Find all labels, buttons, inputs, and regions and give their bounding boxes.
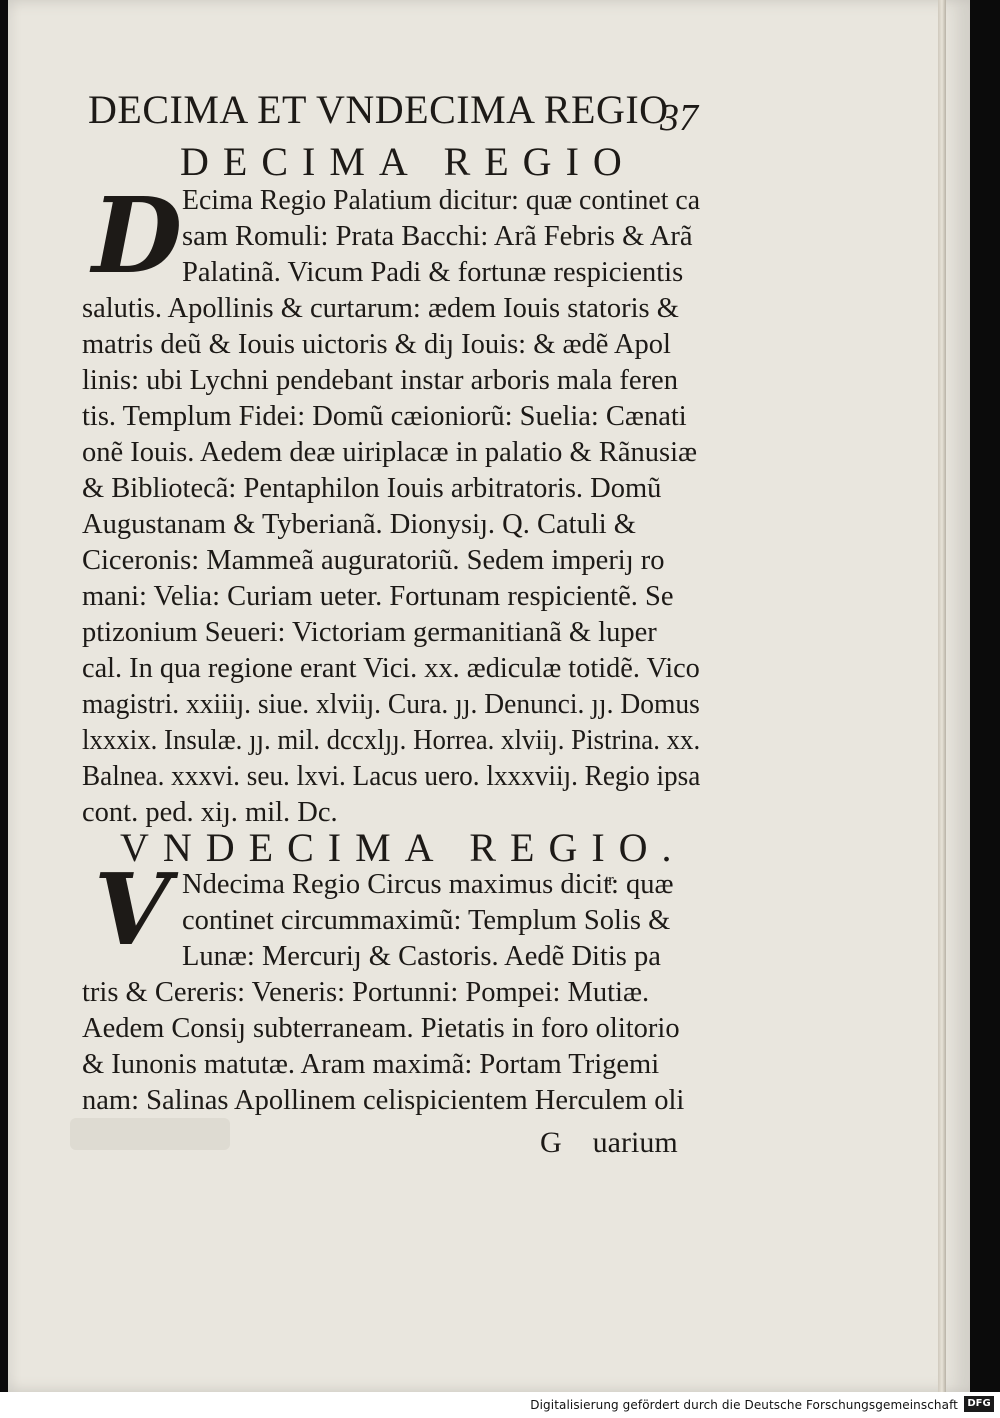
text-line: salutis. Apollinis & curtarum: ædem Iouis statoris & [82, 293, 679, 324]
decorated-initial: V [94, 853, 171, 968]
catchword: uarium [592, 1126, 678, 1159]
catchword-line [540, 1126, 678, 1160]
page-edge [938, 0, 946, 1392]
text-line: Aedem Consiȷ subterraneam. Pietatis in foro olitorio [82, 1013, 680, 1044]
text-line: Ecima Regio Palatium dicitur: quæ continet ca [182, 185, 701, 216]
text-line: ptizonium Seueri: Victoriam germanitianã & luper [82, 617, 657, 648]
digitization-credit: Digitalisierung gefördert durch die Deutsche Forschungsgemeinschaft [530, 1398, 958, 1412]
section-title-decima: DECIMA REGIO [180, 139, 636, 184]
text-line: lxxxix. Insulæ. ȷȷ. mil. dccxlȷȷ. Horrea. xlviiȷ. Pistrina. xx. [82, 725, 701, 756]
text-line: onẽ Iouis. Aedem deæ uiriplacæ in palatio & Rãnusiæ [82, 437, 698, 468]
signature-mark: G [540, 1126, 562, 1159]
text-line: tris & Cereris: Veneris: Portunni: Pompei: Mutiæ. [82, 977, 650, 1008]
text-line: Ciceronis: Mammeã auguratoriũ. Sedem imperiȷ ro [82, 545, 665, 576]
text-line: cal. In qua regione erant Vici. xx. ædiculæ totidẽ. Vico [82, 653, 700, 684]
text-line: & Bibliotecã: Pentaphilon Iouis arbitratoris. Domũ [82, 473, 662, 504]
text-line: nam: Salinas Apollinem celispicientem Herculem oli [82, 1085, 685, 1116]
text-line: & Iunonis matutæ. Aram maximã: Portam Trigemi [82, 1049, 660, 1080]
decorated-initial: D [92, 174, 183, 297]
section-title-undecima: VNDECIMA REGIO. [120, 825, 686, 870]
text-line: Augustanam & Tyberianã. Dionysiȷ. Q. Catuli & [82, 509, 636, 540]
text-line: Lunæ: Mercuriȷ & Castoris. Aedẽ Ditis pa [182, 941, 661, 972]
text-line: cont. ped. xiȷ. mil. Dc. [82, 797, 338, 828]
text-line: Balnea. xxxvi. seu. lxvi. Lacus uero. lxxxviiȷ. Regio ipsa [82, 761, 701, 792]
text-line: Ndecima Regio Circus maximus dicitͬ: quæ [182, 869, 674, 900]
text-line: Palatinã. Vicum Padi & fortunæ respicientis [182, 257, 684, 288]
text-line: continet circummaximũ: Templum Solis & [182, 905, 671, 936]
paper-stain [70, 1118, 230, 1150]
text-line: matris deũ & Iouis uictoris & diȷ Iouis: & ædẽ Apol [82, 329, 671, 360]
running-head: DECIMA ET VNDECIMA REGIO [88, 87, 669, 132]
text-line: tis. Templum Fidei: Domũ cæioniorũ: Suelia: Cænati [82, 401, 687, 432]
page-number: 37 [660, 97, 698, 139]
text-line: linis: ubi Lychni pendebant instar arboris mala feren [82, 365, 678, 396]
text-line: sam Romuli: Prata Bacchi: Arã Febris & Arã [182, 221, 693, 252]
dfg-logo: DFG [964, 1396, 994, 1412]
text-line: magistri. xxiiiȷ. siue. xlviiȷ. Cura. ȷȷ. Denunci. ȷȷ. Domus [82, 689, 700, 720]
text-line: mani: Velia: Curiam ueter. Fortunam respicientẽ. Se [82, 581, 674, 612]
